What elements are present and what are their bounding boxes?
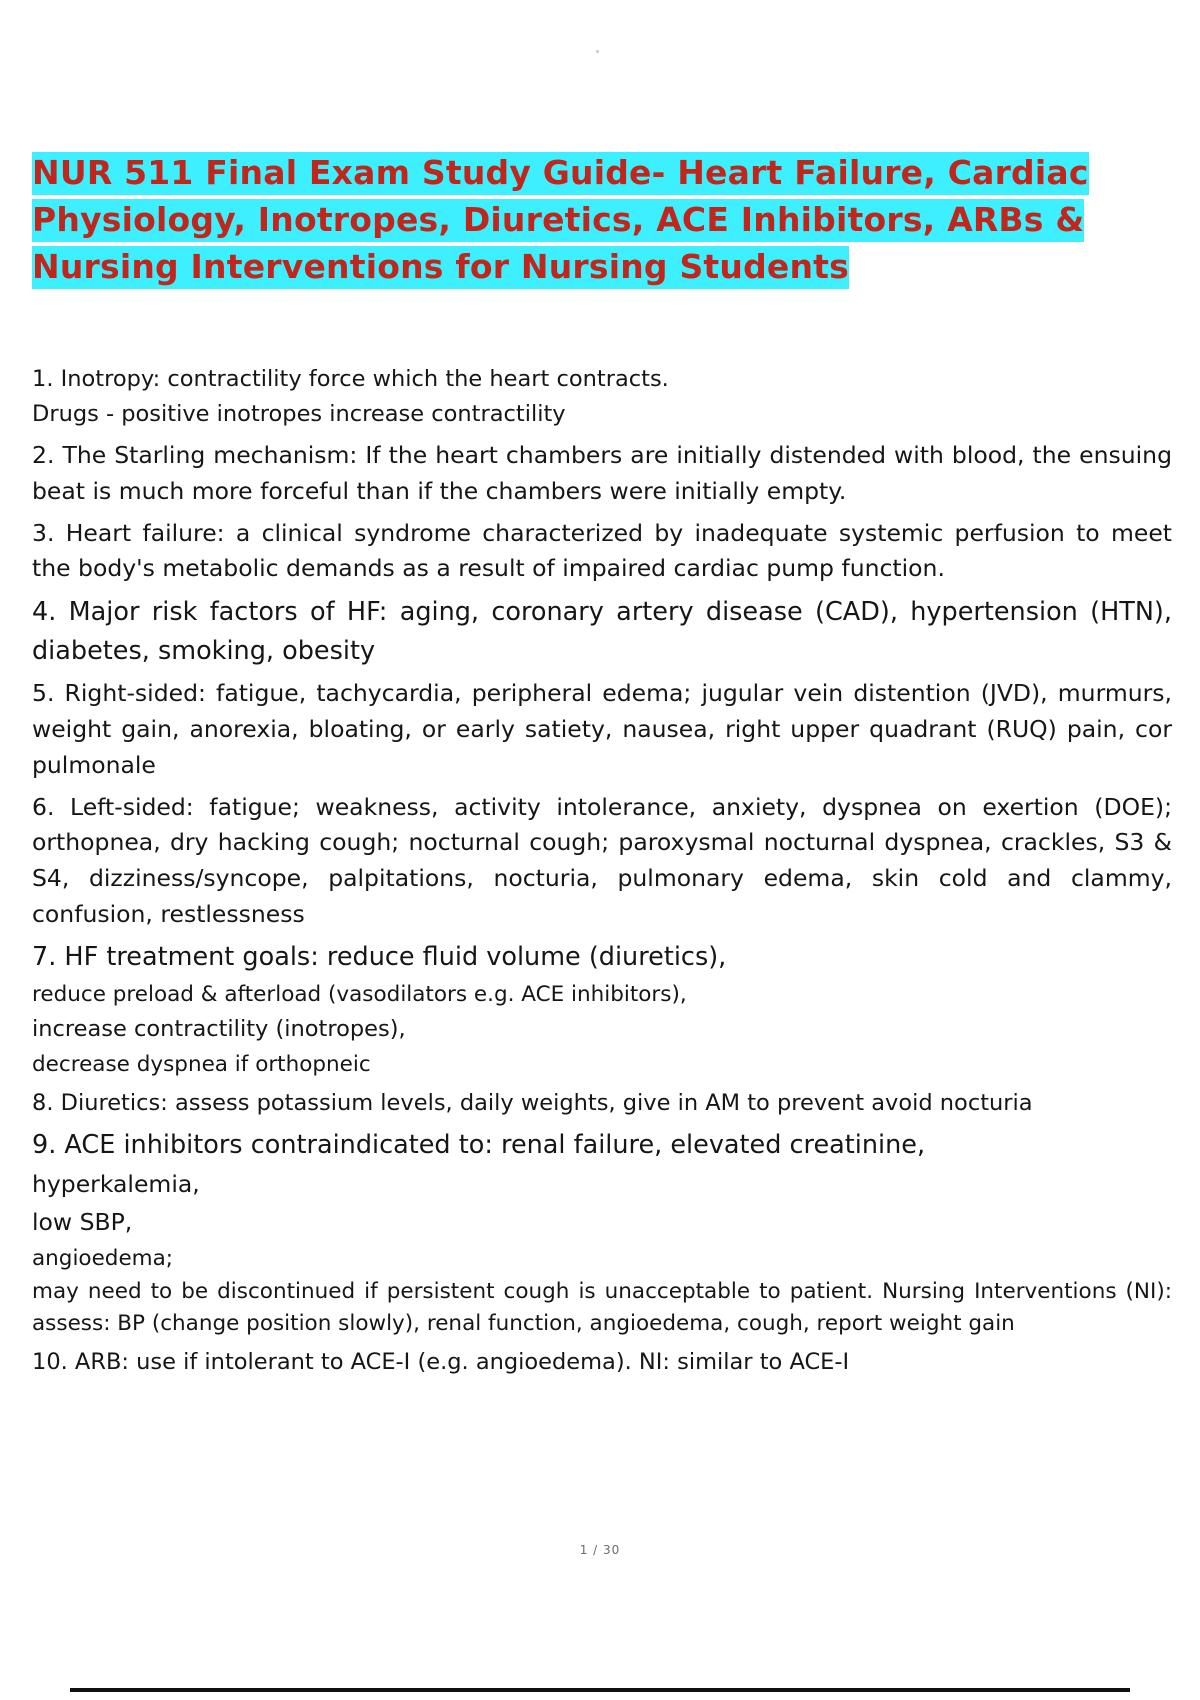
study-note-item: decrease dyspnea if orthopneic	[32, 1051, 371, 1077]
study-note-item: 7. HF treatment goals: reduce fluid volume (diuretics),	[32, 942, 727, 973]
study-note-item: 9. ACE inhibitors contraindicated to: renal failure, elevated creatinine,	[32, 1130, 926, 1161]
study-note-item: 1. Inotropy: contractility force which the heart contracts.	[32, 365, 669, 392]
page-number: 1 / 30	[579, 1543, 621, 1557]
page-title	[32, 150, 1172, 291]
page-title-line-3: Nursing Interventions for Nursing Students	[32, 246, 849, 289]
page-title-line-1: NUR 511 Final Exam Study Guide- Heart Failure, Cardiac	[32, 152, 1089, 195]
study-note-item: increase contractility (inotropes),	[32, 1016, 406, 1043]
study-note-item: 5. Right-sided: fatigue, tachycardia, peripheral edema; jugular vein distention (JVD), murmurs, weight gain, anorexia, bloating, or early satiety, nausea, right upper quadrant (RUQ) pain, cor pulmonale	[32, 679, 1172, 779]
scan-artifact-speck	[596, 50, 599, 53]
study-note-item: 2. The Starling mechanism: If the heart chambers are initially distended with blood, the ensuing beat is much more forceful than if the chambers were initially empty.	[32, 441, 1172, 505]
page-title-line-2: Physiology, Inotropes, Diuretics, ACE Inhibitors, ARBs &	[32, 199, 1084, 242]
study-note-item: 10. ARB: use if intolerant to ACE-I (e.g. angioedema). NI: similar to ACE-I	[32, 1348, 850, 1375]
page-bottom-divider	[70, 1688, 1130, 1692]
study-note-item: Drugs - positive inotropes increase contractility	[32, 401, 566, 428]
study-guide-body	[32, 363, 1172, 1380]
study-note-item: hyperkalemia,	[32, 1170, 200, 1199]
page-content	[32, 150, 1172, 1386]
study-note-item: reduce preload & afterload (vasodilators e.g. ACE inhibitors),	[32, 982, 687, 1008]
study-note-item: 8. Diuretics: assess potassium levels, daily weights, give in AM to prevent avoid nocturia	[32, 1089, 1033, 1116]
study-note-item: angioedema;	[32, 1245, 174, 1271]
study-note-item: 4. Major risk factors of HF: aging, coronary artery disease (CAD), hypertension (HTN), diabetes, smoking, obesity	[32, 596, 1172, 666]
study-note-item: 6. Left-sided: fatigue; weakness, activity intolerance, anxiety, dyspnea on exertion (DOE); orthopnea, dry hacking cough; nocturnal cough; paroxysmal nocturnal dyspnea, crackles, S3 & S4, dizziness/syncope, palpitations, nocturia, pulmonary edema, skin cold and clammy, confusion, restlessness	[32, 792, 1172, 928]
study-note-item: may need to be discontinued if persistent cough is unacceptable to patient. Nursing Interventions (NI): assess: BP (change position slowly), renal function, angioedema, cough, report weight gain	[32, 1279, 1172, 1337]
study-note-item: low SBP,	[32, 1207, 133, 1236]
study-note-item: 3. Heart failure: a clinical syndrome characterized by inadequate systemic perfusion to meet the body's metabolic demands as a result of impaired cardiac pump function.	[32, 518, 1172, 583]
